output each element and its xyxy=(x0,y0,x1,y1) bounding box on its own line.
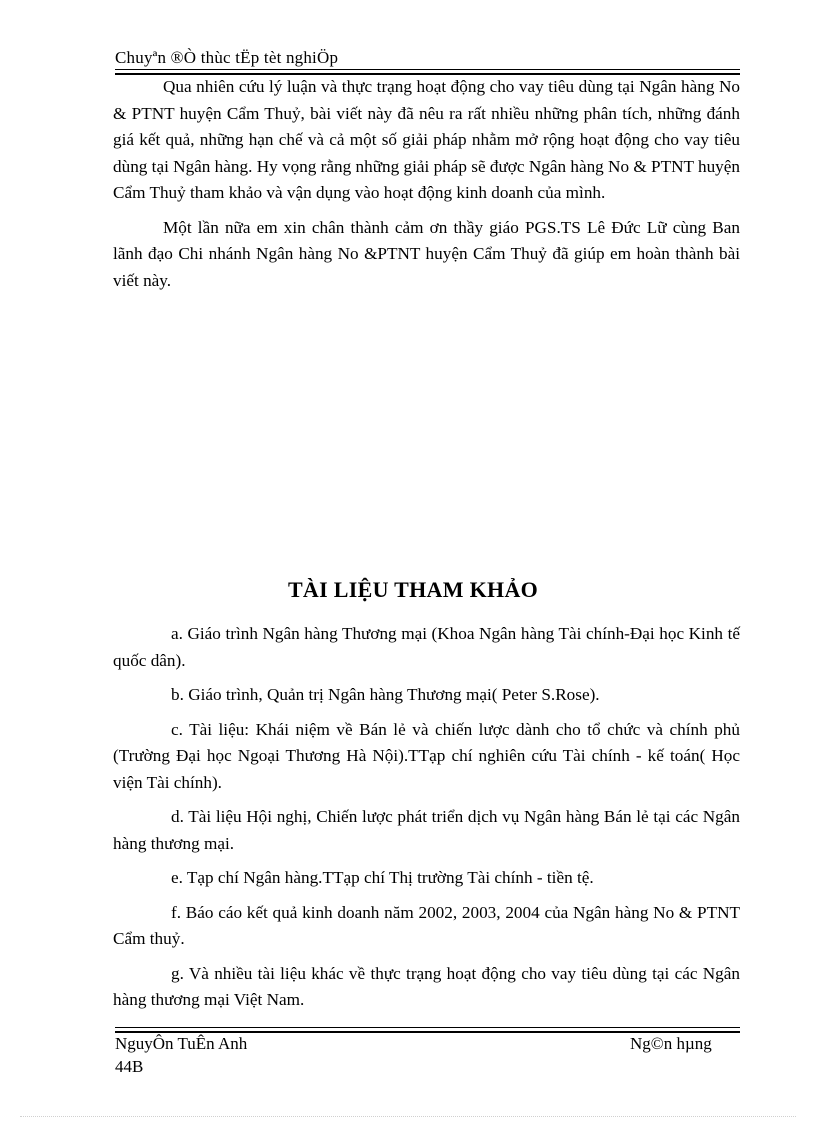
paragraph: Qua nhiên cứu lý luận và thực trạng hoạt động cho vay tiêu dùng tại Ngân hàng No & PTNT huyện Cẩm Thuỷ, bài viết này đã nêu ra rất nhiều những phân tích, những đánh giá kết quả, những hạn chế và cả một số giải pháp nhằm mở rộng hoạt động cho vay tiêu dùng tại Ngân hàng. Hy vọng rằng những giải pháp sẽ được Ngân hàng No & PTNT huyện Cẩm Thuỷ tham khảo và vận dụng vào hoạt động kinh doanh của mình. xyxy=(113,77,740,202)
footer-author: NguyÔn TuÊn Anh xyxy=(115,1034,248,1053)
footer-class: 44B xyxy=(115,1057,144,1076)
references-title: TÀI LIỆU THAM KHẢO xyxy=(287,577,539,602)
reference-item: d. Tài liệu Hội nghị, Chiến lược phát triển dịch vụ Ngân hàng Bán lẻ tại các Ngân hàng thương mại. xyxy=(113,807,740,853)
footer-department: Ng©n hµng xyxy=(630,1034,712,1053)
footer-rule xyxy=(115,1027,740,1033)
running-header: Chuyªn ®Ò thùc tËp tèt nghiÖp xyxy=(115,48,339,67)
reference-item: b. Giáo trình, Quản trị Ngân hàng Thương mại( Peter S.Rose). xyxy=(171,685,600,704)
reference-item: c. Tài liệu: Khái niệm về Bán lẻ và chiến lược dành cho tổ chức và chính phủ (Trường Đại học Ngoại Thương Hà Nội).TTạp chí nghiên cứu Tài chính - kế toán( Học viện Tài chính). xyxy=(113,719,740,792)
reference-item: f. Báo cáo kết quả kinh doanh năm 2002, 2003, 2004 của Ngân hàng No & PTNT Cẩm thuỷ. xyxy=(113,902,740,948)
conclusion-text xyxy=(113,74,740,302)
paragraph: Một lần nữa em xin chân thành cảm ơn thầy giáo PGS.TS Lê Đức Lữ cùng Ban lãnh đạo Chi nhánh Ngân hàng No &PTNT huyện Cẩm Thuỷ đã giúp em hoàn thành bài viết này. xyxy=(113,217,740,290)
page-edge-divider xyxy=(20,1116,796,1117)
reference-item: e. Tạp chí Ngân hàng.TTạp chí Thị trường Tài chính - tiền tệ. xyxy=(171,868,594,887)
references-list xyxy=(113,621,740,1022)
reference-item: g. Và nhiều tài liệu khác về thực trạng hoạt động cho vay tiêu dùng tại các Ngân hàng thương mại Việt Nam. xyxy=(113,963,740,1009)
reference-item: a. Giáo trình Ngân hàng Thương mại (Khoa Ngân hàng Tài chính-Đại học Kinh tế quốc dân). xyxy=(113,624,740,670)
